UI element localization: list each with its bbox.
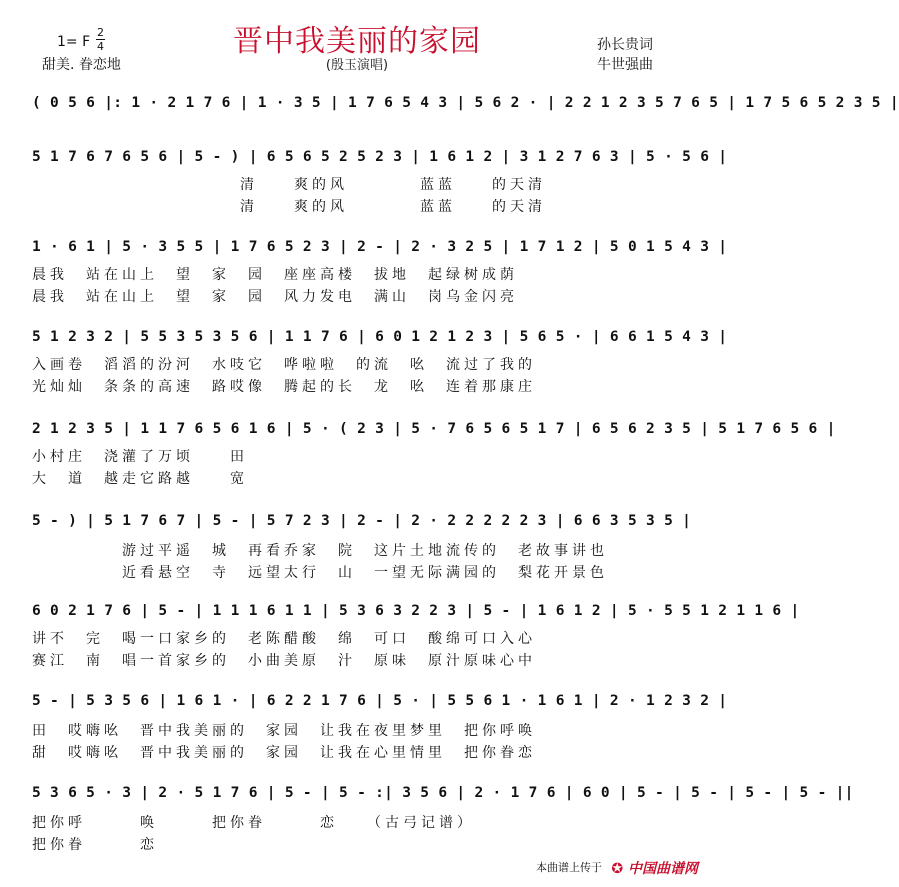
lyric-verse-2: 光灿灿 条条的高速 路哎像 腾起的长 龙 吆 连着那康庄 <box>32 379 536 395</box>
notation-line: 5 - ) | 5 1 7 6 7 | 5 - | 5 7 2 3 | 2 - | 2 · 2 2 2 2 2 3 | 6 6 3 5 3 5 | <box>32 513 692 529</box>
notation-line: 5 1 2 3 2 | 5 5 3 5 3 5 6 | 1 1 7 6 | 6 0 1 2 1 2 3 | 5 6 5 · | 6 6 1 5 4 3 | <box>32 329 728 345</box>
time-numerator: 2 <box>97 26 104 39</box>
notation-line: 1 · 6 1 | 5 · 3 5 5 | 1 7 6 5 2 3 | 2 - | 2 · 3 2 5 | 1 7 1 2 | 5 0 1 5 4 3 | <box>32 239 728 255</box>
site-name: 中国曲谱网 <box>628 861 698 877</box>
lyric-verse-2: 大 道 越走它路越 宽 <box>32 471 248 487</box>
notation-line: 5 3 6 5 · 3 | 2 · 5 1 7 6 | 5 - | 5 - :| 3 5 6 | 2 · 1 7 6 | 6 0 | 5 - | 5 - | 5 - | 5 - || <box>32 785 854 801</box>
notation-line: 5 1 7 6 7 6 5 6 | 5 - ) | 6 5 6 5 2 5 2 3 | 1 6 1 2 | 3 1 2 7 6 3 | 5 · 5 6 | <box>32 149 728 165</box>
singer-credit: (殷玉演唱) <box>325 58 389 73</box>
lyric-verse-1: 讲不 完 喝一口家乡的 老陈醋酸 绵 可口 酸绵可口入心 <box>32 631 536 647</box>
notation-line: 6 0 2 1 7 6 | 5 - | 1 1 1 6 1 1 | 5 3 6 3 2 2 3 | 5 - | 1 6 1 2 | 5 · 5 5 1 2 1 1 6 | <box>32 603 800 619</box>
composer-credit: 牛世强曲 <box>597 57 653 73</box>
lyric-verse-1: 晨我 站在山上 望 家 园 座座高楼 拔地 起绿树成荫 <box>32 267 518 283</box>
song-title: 晋中我美丽的家园 <box>233 24 481 59</box>
lyric-verse-2: 甜 哎嗨吆 晋中我美丽的 家园 让我在心里情里 把你眷恋 <box>32 745 536 761</box>
lyric-verse-1: 清 爽的风 蓝蓝 的天清 <box>240 177 546 193</box>
lyric-verse-1: 把你呼 唤 把你眷 恋 （古弓记谱） <box>32 815 475 831</box>
lyric-verse-1: 小村庄 浇灌了万顷 田 <box>32 449 248 465</box>
lyric-verse-1: 田 哎嗨吆 晋中我美丽的 家园 让我在夜里梦里 把你呼唤 <box>32 723 536 739</box>
lyric-verse-2: 赛江 南 唱一首家乡的 小曲美原 汁 原味 原汁原味心中 <box>32 653 536 669</box>
time-denominator: 4 <box>97 40 104 53</box>
site-logo <box>611 858 698 878</box>
lyric-verse-1: 游过平遥 城 再看乔家 院 这片土地流传的 老故事讲也 <box>122 543 608 559</box>
lyric-verse-2: 清 爽的风 蓝蓝 的天清 <box>240 199 546 215</box>
lyric-verse-2: 近看悬空 寺 远望太行 山 一望无际满园的 梨花开景色 <box>122 565 608 581</box>
lyric-verse-1: 入画卷 滔滔的汾河 水吱它 哗啦啦 的流 吆 流过了我的 <box>32 357 536 373</box>
notation-line: ( 0 5 6 |: 1 · 2 1 7 6 | 1 · 3 5 | 1 7 6 5 4 3 | 5 6 2 · | 2 2 1 2 3 5 7 6 5 | 1 7 5 6 5 2 3 5 | <box>32 95 899 111</box>
notation-line: 5 - | 5 3 5 6 | 1 6 1 · | 6 2 2 1 7 6 | 5 · | 5 5 6 1 · 1 6 1 | 2 · 1 2 3 2 | <box>32 693 728 709</box>
key-signature: 1= F <box>57 34 91 50</box>
lyric-verse-2: 晨我 站在山上 望 家 园 风力发电 满山 岗乌金闪亮 <box>32 289 518 305</box>
lyric-verse-2: 把你眷 恋 <box>32 837 158 853</box>
upload-credit: 本曲谱上传于 <box>536 861 602 874</box>
lyricist-credit: 孙长贵词 <box>597 37 653 53</box>
expression-marking: 甜美. 眷恋地 <box>42 57 121 73</box>
time-signature <box>96 27 105 52</box>
site-logo-icon: ✪ <box>611 861 624 877</box>
notation-line: 2 1 2 3 5 | 1 1 7 6 5 6 1 6 | 5 · ( 2 3 | 5 · 7 6 5 6 5 1 7 | 6 5 6 2 3 5 | 5 1 7 6 5 6 | <box>32 421 836 437</box>
